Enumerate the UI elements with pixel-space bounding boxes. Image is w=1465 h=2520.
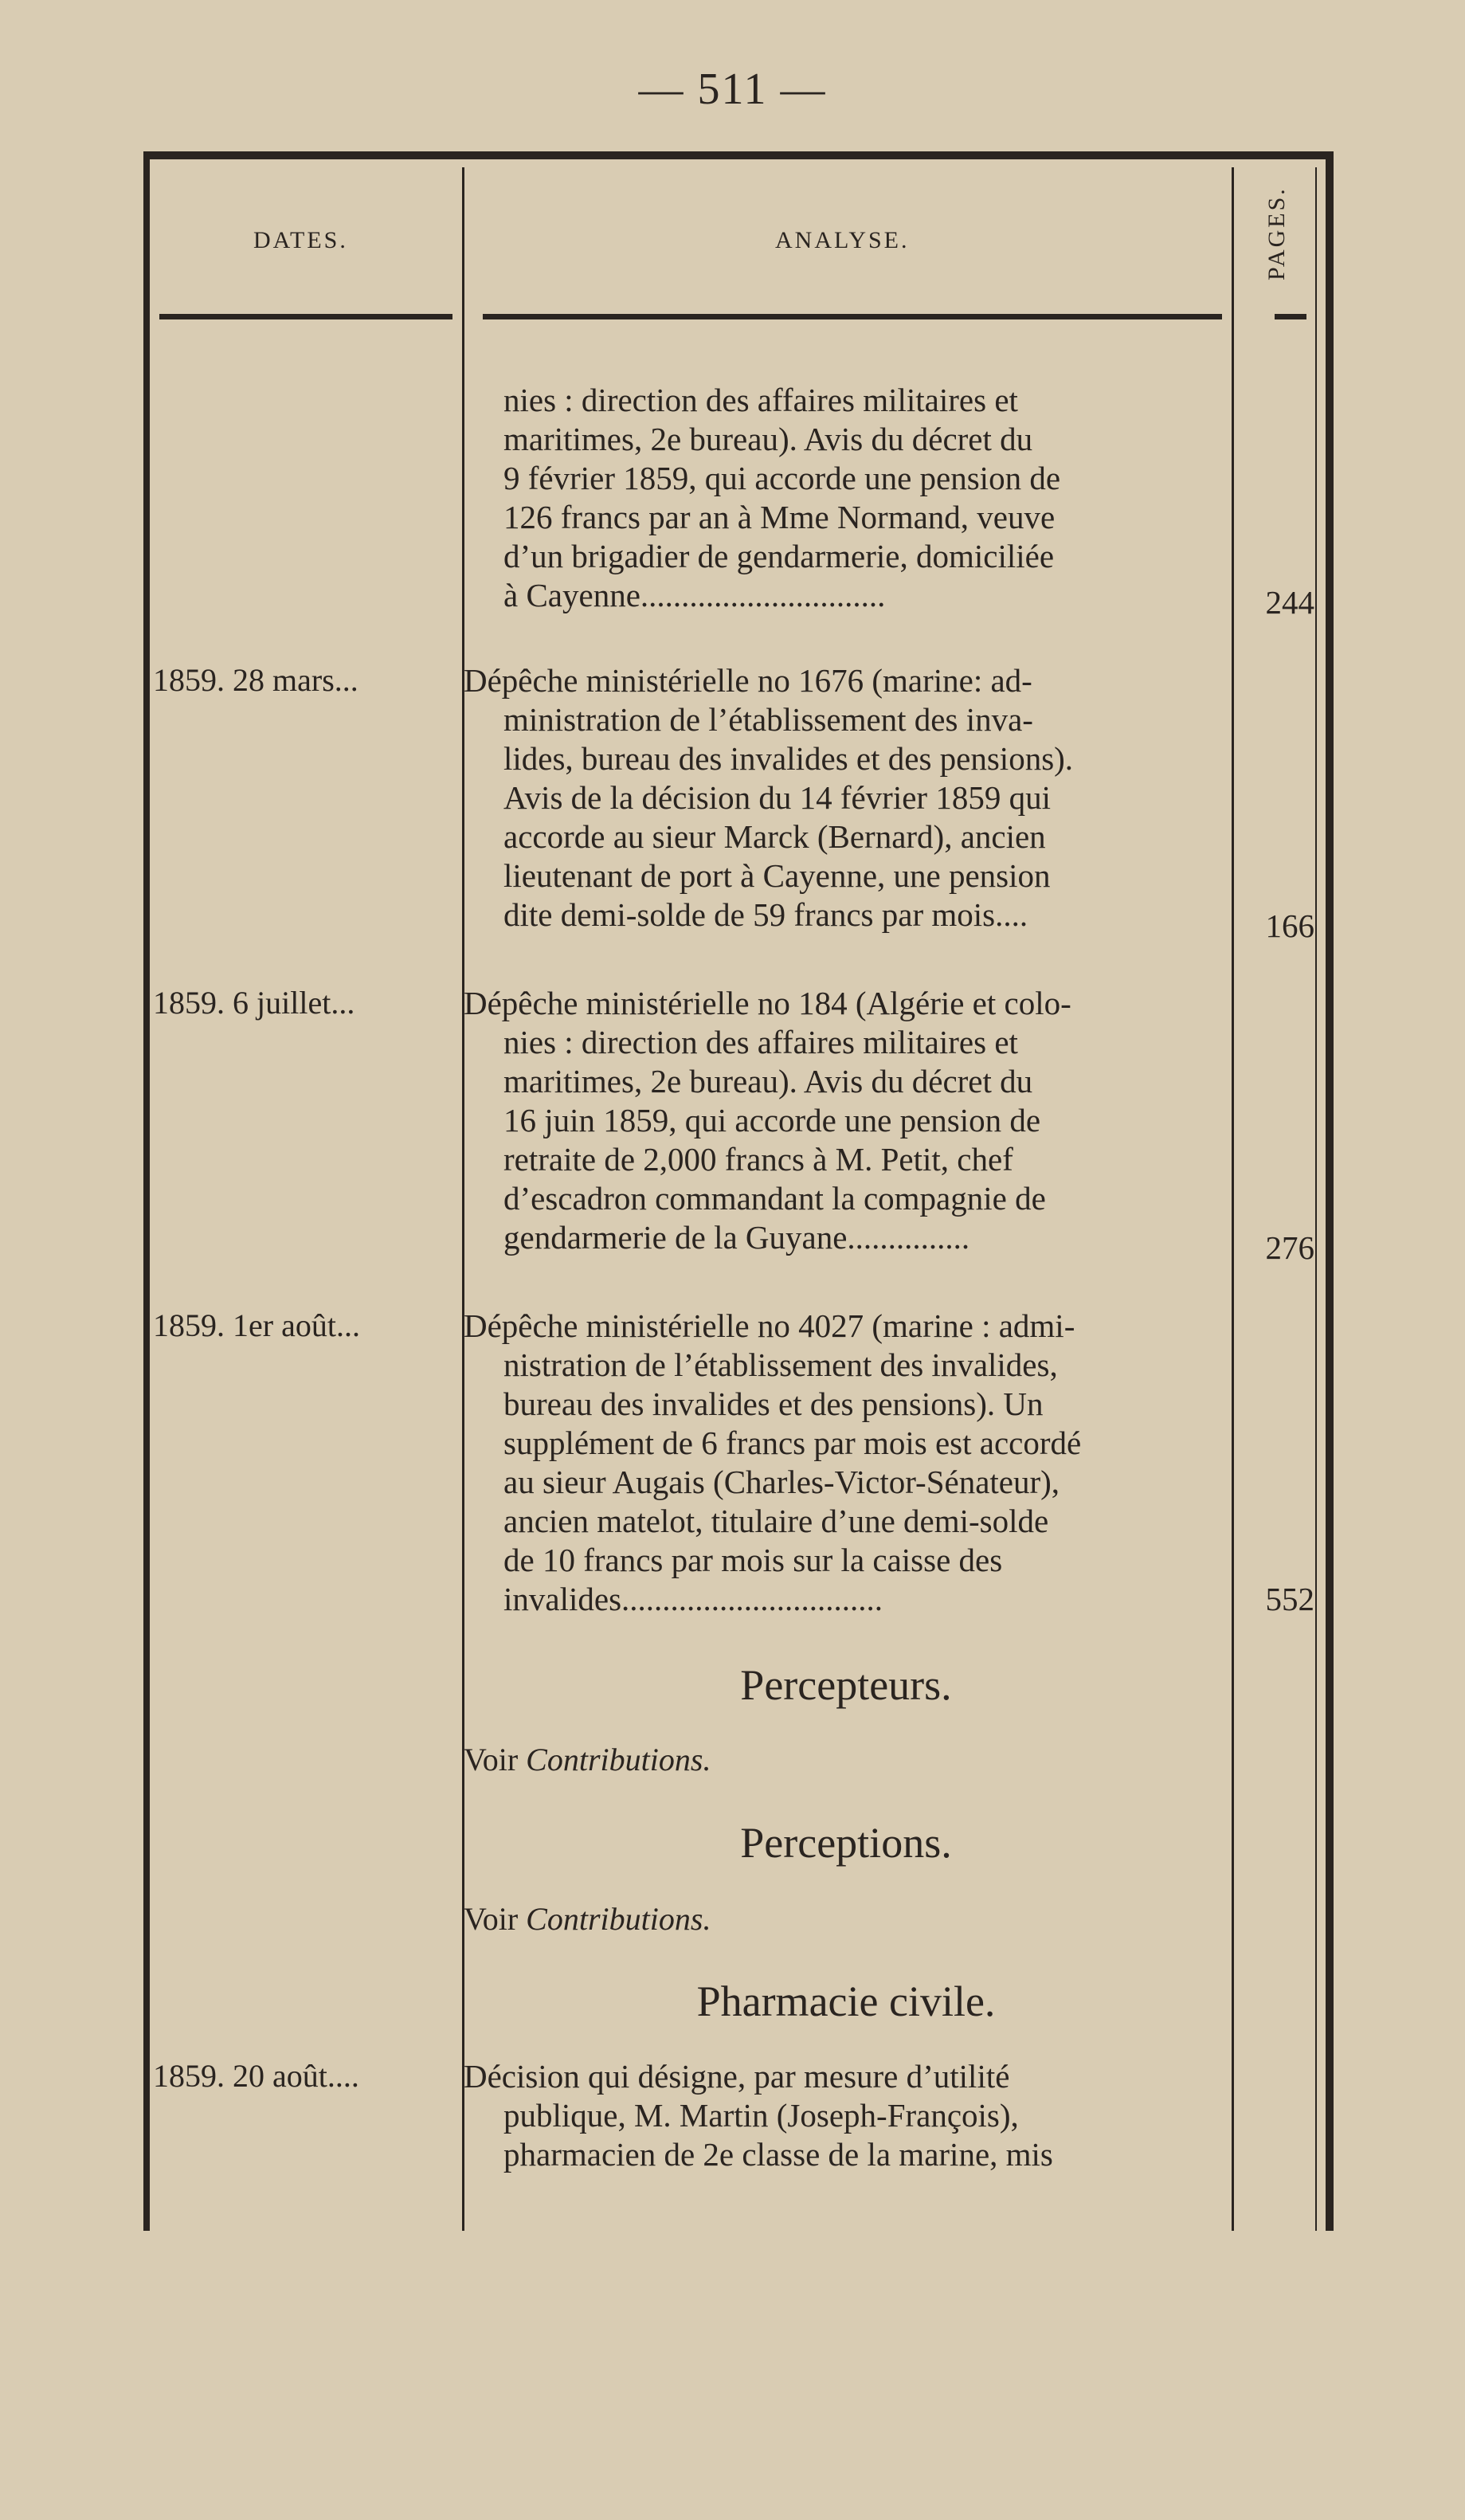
entry-analysis [464,984,1228,1257]
section-title: Pharmacie civile. [696,1977,996,2025]
entry-line: Décision qui désigne, par mesure d’utilité [464,2058,1010,2095]
frame-right-border [1326,151,1334,2231]
entry-line: Dépêche ministérielle no 4027 (marine : admi- [464,1307,1075,1344]
cross-reference [464,1741,711,1779]
entry-line: 126 francs par an à Mme Normand, veuve [503,499,1056,535]
entry-line: Avis de la décision du 14 février 1859 qui [503,779,1051,816]
entry-line: 9 février 1859, qui accorde une pension de [503,460,1061,496]
entry-line: à Cayenne.............................. [503,577,886,613]
entry-line: retraite de 2,000 francs à M. Petit, chef [503,1141,1013,1178]
entry-line: maritimes, 2e bureau). Avis du décret du [503,421,1033,457]
entry-line: supplément de 6 francs par mois est accordé [503,1425,1082,1461]
entry-line: nies : direction des affaires militaires et [503,382,1018,418]
voir-ref: Contributions. [526,1901,711,1937]
entry-date: 1859. 28 mars... [153,662,358,698]
section-title: Perceptions. [740,1819,952,1867]
entry-line: lieutenant de port à Cayenne, une pension [503,857,1051,894]
column-divider-pages [1315,167,1317,2231]
entry-line: Dépêche ministérielle no 1676 (marine: ad- [464,662,1032,699]
entry-analysis [464,1307,1228,1619]
column-divider-analyse [1232,167,1234,2231]
entry-line: de 10 francs par mois sur la caisse des [503,1542,1003,1578]
entry-line: pharmacien de 2e classe de la marine, mis [503,2136,1053,2173]
page-number: — 511 — [638,65,827,114]
entry-line: invalides................................ [503,1581,883,1617]
voir-label: Voir [464,1901,519,1937]
entry-line: publique, M. Martin (Joseph-François), [503,2097,1019,2134]
entry-line: au sieur Augais (Charles-Victor-Sénateur), [503,1464,1060,1500]
entry-line: ancien matelot, titulaire d’une demi-solde [503,1503,1049,1539]
entry-line: dite demi-solde de 59 francs par mois.... [503,896,1028,933]
entry-line: d’un brigadier de gendarmerie, domiciliée [503,538,1055,574]
header-rule-dates [159,314,452,319]
column-header-dates: DATES. [253,227,348,253]
column-header-pages: PAGES. [1263,186,1290,280]
page-reference: 244 [1265,584,1314,621]
entry-line: Dépêche ministérielle no 184 (Algérie et colo- [464,985,1071,1021]
header-rule-pages [1275,314,1306,319]
entry-line: d’escadron commandant la compagnie de [503,1180,1046,1217]
page-reference: 276 [1265,1229,1314,1266]
entry-analysis [464,381,1228,615]
entry-line: nies : direction des affaires militaires et [503,1024,1018,1060]
entry-analysis [464,661,1228,935]
entry-line: 16 juin 1859, qui accorde une pension de [503,1102,1041,1139]
entry-date: 1859. 6 juillet... [153,985,355,1021]
entry-line: accorde au sieur Marck (Bernard), ancien [503,818,1046,855]
column-header-analyse: ANALYSE. [775,227,910,253]
entry-analysis [464,2057,1228,2174]
entry-line: maritimes, 2e bureau). Avis du décret du [503,1063,1033,1099]
entry-date: 1859. 1er août... [153,1307,360,1343]
page-reference: 552 [1265,1581,1314,1617]
entry-line: lides, bureau des invalides et des pensions). [503,740,1074,777]
header-rule-analyse [483,314,1222,319]
frame-left-border [143,151,150,2231]
entry-line: ministration de l’établissement des inva- [503,701,1033,738]
entry-line: nistration de l’établissement des invalides, [503,1346,1058,1383]
cross-reference [464,1900,711,1938]
entry-date: 1859. 20 août.... [153,2058,359,2094]
entry-line: bureau des invalides et des pensions). Un [503,1385,1044,1422]
page-reference: 166 [1265,907,1314,944]
entry-line: gendarmerie de la Guyane............... [503,1219,970,1256]
voir-label: Voir [464,1742,519,1777]
voir-ref: Contributions. [526,1742,711,1777]
section-title: Percepteurs. [740,1661,952,1709]
